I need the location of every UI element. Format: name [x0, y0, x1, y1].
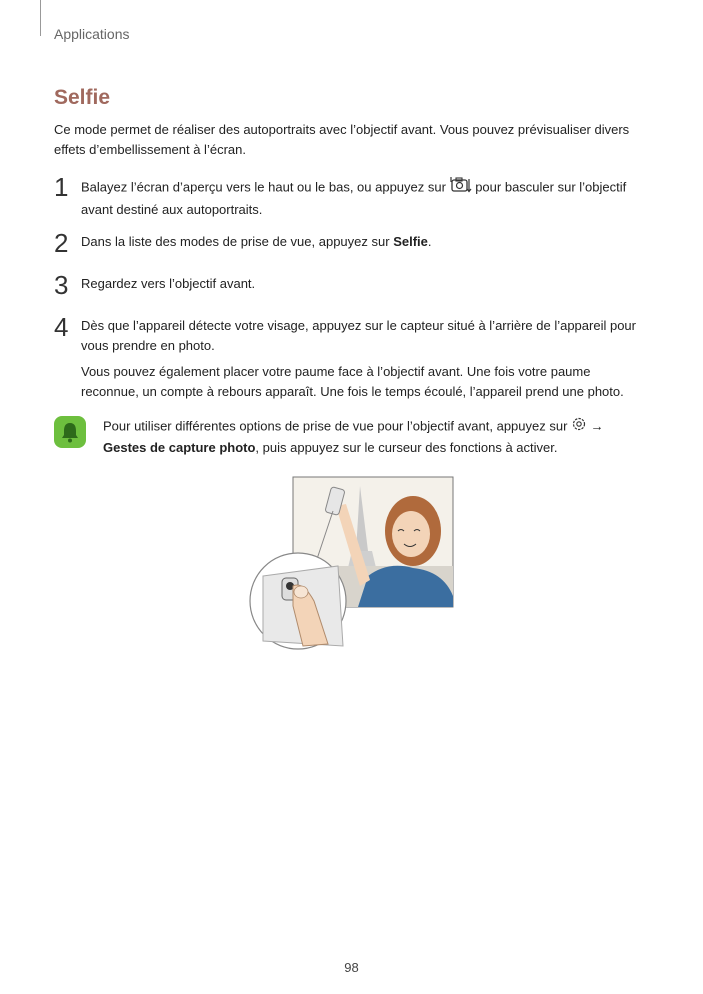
gear-icon: [571, 416, 587, 438]
step-text-post: .: [427, 234, 432, 249]
step-number: 4: [54, 312, 69, 342]
step-text-pre: Balayez l’écran d’aperçu vers le haut ou le bas, ou appuyez sur: [81, 179, 446, 195]
page-number: 98: [344, 960, 359, 975]
switch-camera-icon: [450, 176, 472, 200]
selfie-illustration: [248, 476, 458, 652]
step-number: 2: [54, 228, 69, 258]
selfie-mode-label: Selfie: [393, 234, 428, 249]
note-text-post: , puis appuyez sur le curseur des fonctions à activer.: [255, 440, 558, 455]
bell-icon: [54, 416, 86, 448]
step-number: 3: [54, 270, 69, 300]
step-extra-text: Vous pouvez également placer votre paume face à l’objectif avant. Une fois votre paume reconnue, un compte à rebours apparaît. Une fois le temps écoulé, l’appareil prend une photo.: [81, 364, 624, 399]
step-text: [81, 176, 651, 220]
step-number: 1: [54, 172, 69, 202]
page-header: Applications: [54, 26, 130, 42]
arrow-icon: →: [590, 418, 604, 434]
note-text-pre: Pour utiliser différentes options de prise de vue pour l’objectif avant, appuyez sur: [103, 418, 568, 434]
gesture-option-label: Gestes de capture photo: [103, 440, 256, 455]
step-text: Regardez vers l’objectif avant.: [81, 276, 256, 291]
intro-paragraph: Ce mode permet de réaliser des autoportraits avec l’objectif avant. Vous pouvez prévisualiser divers effets d’embellissement à l’écran.: [54, 122, 630, 157]
step-text-pre: Dans la liste des modes de prise de vue, appuyez sur: [81, 234, 390, 249]
step-text: [81, 232, 651, 252]
header-rule: [40, 0, 41, 36]
section-title: Selfie: [54, 86, 111, 109]
step-text: Dès que l’appareil détecte votre visage, appuyez sur le capteur situé à l’arrière de l’appareil pour vous prendre en photo.: [81, 318, 636, 353]
note-text: [103, 416, 663, 458]
step-text-post: pour basculer sur l’objectif avant destiné aux autoportraits.: [81, 179, 627, 217]
